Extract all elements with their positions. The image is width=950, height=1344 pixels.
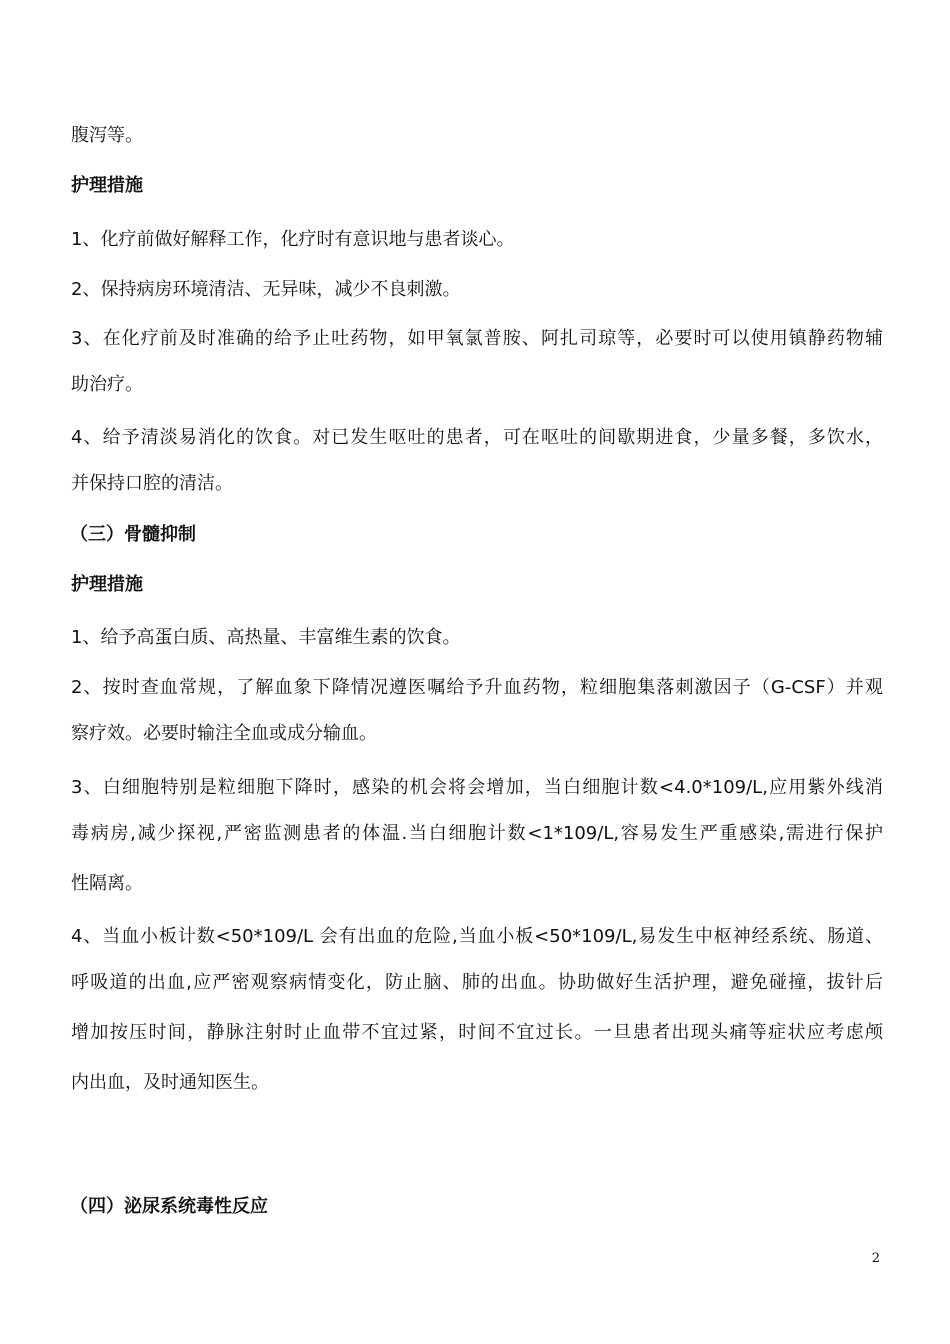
section-heading-bone-marrow-suppression: （三）骨髓抑制	[70, 524, 196, 545]
section-heading-nursing-measures-2: 护理措施	[71, 574, 143, 595]
section-heading-urinary-toxicity: （四）泌尿系统毒性反应	[70, 1196, 268, 1217]
paragraph-line: 腹泻等。	[71, 125, 143, 146]
list-item-4b-line-3: 增加按压时间，静脉注射时止血带不宜过紧，时间不宜过长。一旦患者出现头痛等症状应考虑颅	[71, 1022, 883, 1043]
list-item-3-line-2: 助治疗。	[71, 374, 143, 395]
list-item-2b-line-2: 察疗效。必要时输注全血或成分输血。	[71, 723, 377, 744]
list-item-3b-line-2: 毒病房,减少探视,严密监测患者的体温.当白细胞计数<1*109/L,容易发生严重感染,需进行保护	[71, 823, 883, 844]
list-item-4b-line-4: 内出血，及时通知医生。	[71, 1072, 269, 1093]
list-item-2b-line-1: 2、按时查血常规，了解血象下降情况遵医嘱给予升血药物，粒细胞集落刺激因子（G-CSF）并观	[71, 677, 883, 698]
list-item-3b-line-1: 3、白细胞特别是粒细胞下降时，感染的机会将会增加，当白细胞计数<4.0*109/L,应用紫外线消	[71, 777, 883, 798]
list-item-1: 1、化疗前做好解释工作，化疗时有意识地与患者谈心。	[71, 229, 515, 250]
list-item-4-line-2: 并保持口腔的清洁。	[71, 473, 233, 494]
page-number: 2	[871, 1251, 880, 1266]
list-item-4-line-1: 4、给予清淡易消化的饮食。对已发生呕吐的患者，可在呕吐的间歇期进食，少量多餐，多饮水，	[71, 427, 883, 448]
list-item-3-line-1: 3、在化疗前及时准确的给予止吐药物，如甲氧氯普胺、阿扎司琼等，必要时可以使用镇静药物辅	[71, 328, 883, 349]
list-item-4b-line-1: 4、当血小板计数<50*109/L 会有出血的危险,当血小板<50*109/L,易发生中枢神经系统、肠道、	[71, 926, 883, 947]
section-heading-nursing-measures: 护理措施	[71, 175, 143, 196]
list-item-1b: 1、给予高蛋白质、高热量、丰富维生素的饮食。	[71, 627, 461, 648]
list-item-3b-line-3: 性隔离。	[71, 873, 143, 894]
list-item-4b-line-2: 呼吸道的出血,应严密观察病情变化，防止脑、肺的出血。协助做好生活护理，避免碰撞，拔针后	[71, 972, 883, 993]
list-item-2: 2、保持病房环境清洁、无异味，减少不良刺激。	[71, 279, 461, 300]
